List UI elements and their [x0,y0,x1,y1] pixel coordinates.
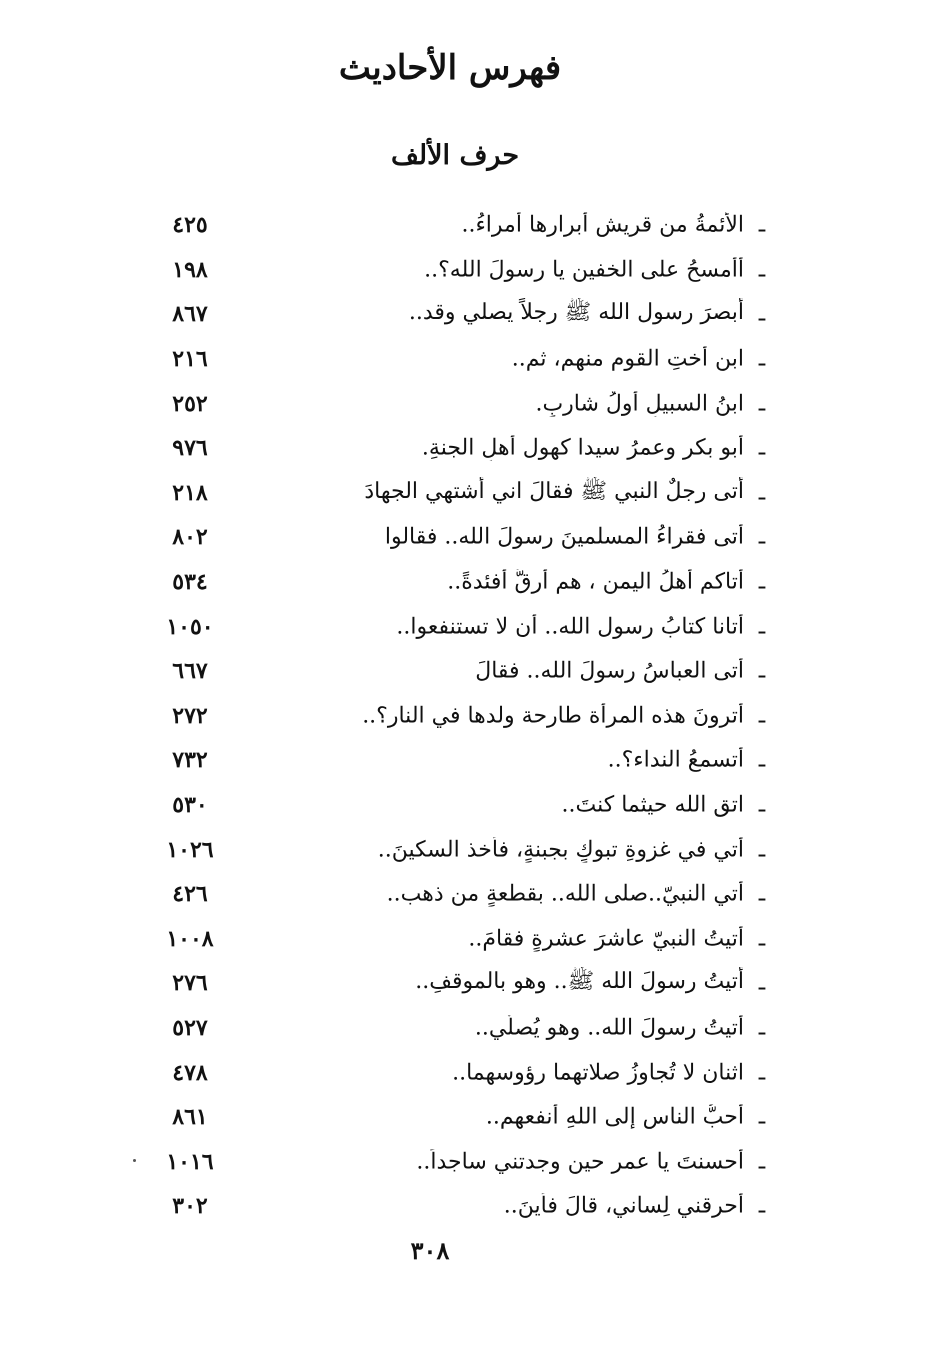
print-speck [133,1159,136,1162]
entry-dash: ـ [758,391,766,417]
list-item [150,961,770,1006]
entry-dash: ـ [758,435,766,461]
page-reference: ٣٠٢ [172,1193,208,1220]
page-reference: ١٠٢٦ [166,836,214,863]
page-reference: ٢١٨ [172,479,208,506]
hadith-text: أُتي النبيّ..صلى الله.. بقطعةٍ من ذهب.. [386,881,744,907]
hadith-text: أحرقني لِساني، قالَ فأينَ.. [503,1193,744,1219]
hadith-text: أبصرَ رسول الله ﷺ رجلاً يصلي وقد.. [408,300,744,326]
entry-dash: ـ [758,1060,766,1086]
list-item [150,1139,770,1184]
list-item [150,471,770,516]
list-item [150,604,770,649]
page-reference: ٤٢٥ [172,212,208,239]
entry-dash: ـ [758,926,766,952]
list-item [150,248,770,293]
hadith-text: أتيتُ النبيّ عاشرَ عشرةٍ فقامَ.. [468,926,744,952]
page-reference: ٢٥٢ [172,390,208,417]
hadith-text: ابن أختِ القوم منهم، ثم.. [511,346,744,372]
page-reference: ١٩٨ [172,256,208,283]
hadith-text: أترونَ هذه المرأة طارحة ولدها في النار؟.. [362,703,744,729]
list-item [150,1050,770,1095]
page-reference: ٨٦١ [172,1104,208,1131]
list-item [150,1006,770,1051]
page-reference: ٢٧٦ [172,970,208,997]
entry-dash: ـ [758,703,766,729]
hadith-text: أتى فقراءُ المسلمينَ رسولَ الله.. فقالوا [384,524,744,550]
hadith-text: أتسمعُ النداء؟.. [607,747,744,773]
hadith-text: اتق الله حيثما كنتَ.. [561,792,744,818]
list-item [150,560,770,605]
entry-dash: ـ [758,837,766,863]
section-heading: حرف الألف [390,140,520,171]
list-item [150,426,770,471]
entry-dash: ـ [758,301,766,327]
entry-dash: ـ [758,1104,766,1130]
page-reference: ٢١٦ [172,346,208,373]
entry-dash: ـ [758,212,766,238]
page-reference: ١٠٥٠ [166,613,214,640]
page-reference: ٩٧٦ [172,435,208,462]
page-reference: ١٠١٦ [166,1148,214,1175]
page-reference: ٤٧٨ [172,1059,208,1086]
hadith-index-list [150,203,770,1229]
hadith-text: الأئمةُ من قريش أبرارها أمراءُ.. [461,212,744,238]
entry-dash: ـ [758,881,766,907]
entry-dash: ـ [758,970,766,996]
hadith-text: أتانا كتابُ رسول الله.. أن لا تستنفعوا.. [396,614,744,640]
hadith-text: أتى رجلٌ النبي ﷺ فقالَ اني أشتهي الجهادَ [364,478,744,504]
entry-dash: ـ [758,1015,766,1041]
list-item [150,783,770,828]
page-reference: ٨٦٧ [172,301,208,328]
hadith-text: أتى العباسُ رسولَ الله.. فقالَ [475,658,744,684]
entry-dash: ـ [758,569,766,595]
hadith-text: ابنُ السبيلِ أولُ شاربٍ. [535,391,744,417]
list-item [150,337,770,382]
page-reference: ٢٧٢ [172,702,208,729]
entry-dash: ـ [758,614,766,640]
hadith-text: أُتي في غزوةِ تبوكٍ بجبنةٍ، فأخذ السكينَ.. [377,837,744,863]
entry-dash: ـ [758,747,766,773]
hadith-text: أتاكم أهلُ اليمنِ ، هم أرقُّ أفئدةً.. [447,569,744,595]
hadith-text: أحسنتَ يا عمر حين وجدتني ساجداً.. [416,1149,744,1175]
page-reference: ٨٠٢ [172,524,208,551]
list-item [150,738,770,783]
list-item [150,872,770,917]
page-reference: ٥٣٠ [172,792,208,819]
hadith-text: أأمسحُ على الخفين يا رسولَ الله؟.. [424,257,744,283]
list-item [150,1184,770,1229]
entry-dash: ـ [758,792,766,818]
list-item [150,694,770,739]
page-reference: ١٠٠٨ [166,925,214,952]
list-item [150,917,770,962]
page-reference: ٦٦٧ [172,658,208,685]
hadith-text: أبو بكر وعمرُ سيدا كهول أهلِ الجنةِ. [421,435,744,461]
page-reference: ٥٣٤ [172,569,208,596]
list-item [150,515,770,560]
page-reference: ٥٢٧ [172,1014,208,1041]
entry-dash: ـ [758,1193,766,1219]
list-item [150,381,770,426]
list-item [150,1095,770,1140]
page-reference: ٤٢٦ [172,881,208,908]
list-item [150,292,770,337]
hadith-text: أتيتُ رسولَ الله.. وهو يُصلّي.. [474,1015,744,1041]
hadith-text: اثنان لا تُجاوزُ صلاتهما رؤوسهما.. [452,1060,744,1086]
list-item [150,649,770,694]
hadith-text: أحبُّ الناسِ إلى اللهِ أنفعهم.. [485,1104,744,1130]
entry-dash: ـ [758,346,766,372]
list-item [150,827,770,872]
list-item [150,203,770,248]
page-reference: ٧٣٢ [172,747,208,774]
page-number: ٣٠٨ [410,1236,450,1265]
entry-dash: ـ [758,257,766,283]
entry-dash: ـ [758,1149,766,1175]
hadith-text: أتيتُ رسولَ الله ﷺ.. وهو بالموقفِ.. [415,969,744,995]
entry-dash: ـ [758,480,766,506]
page-title: فهرس الأحاديث [338,48,562,88]
entry-dash: ـ [758,524,766,550]
entry-dash: ـ [758,658,766,684]
